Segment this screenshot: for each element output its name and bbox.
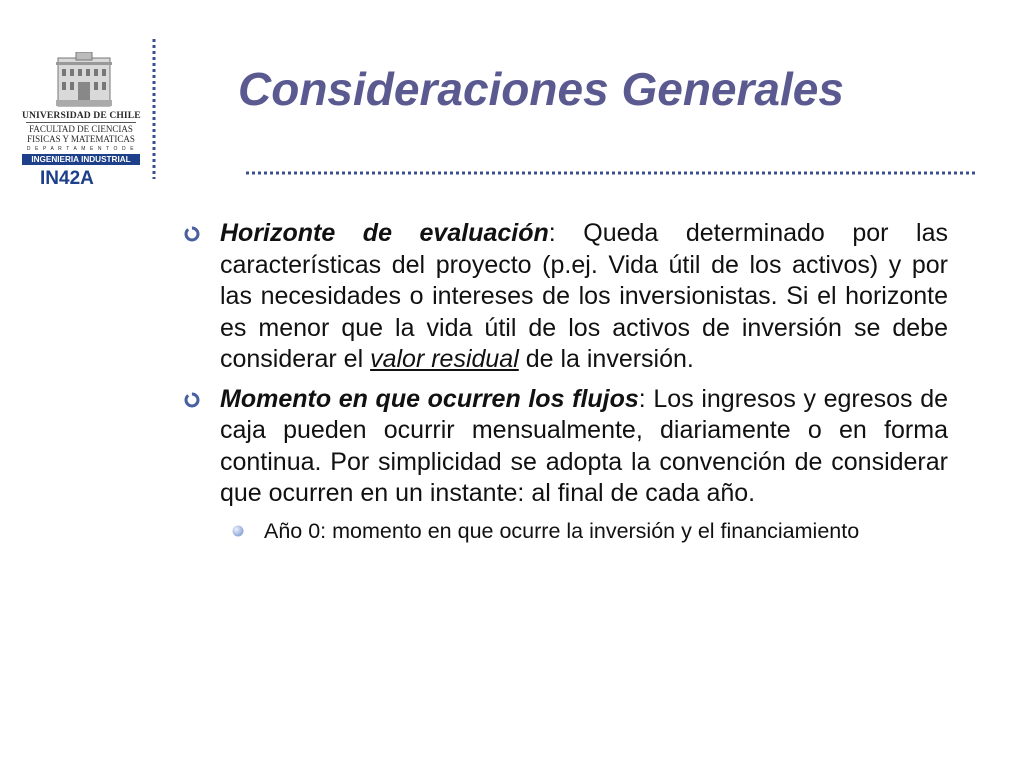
university-building-icon — [54, 52, 114, 108]
logo-department-label: D E P A R T A M E N T O D E — [26, 146, 136, 152]
logo-university-name: UNIVERSIDAD DE CHILE — [22, 110, 141, 121]
bullet-term: Horizonte de evaluación — [220, 219, 549, 247]
bullet-text-end: de la inversión. — [518, 345, 694, 373]
logo-faculty-line2: FISICAS Y MATEMATICAS — [27, 134, 135, 144]
slide-content — [182, 218, 948, 545]
bullet-horizonte — [182, 218, 948, 376]
bullet-separator: : — [638, 384, 646, 413]
sub-bullet-text: Año 0: momento en que ocurre la inversión y el financiamiento — [264, 518, 860, 543]
course-code: IN42A — [40, 168, 94, 189]
bullet-term: Momento en que ocurren los flujos — [220, 384, 639, 413]
sub-bullet-ano-0 — [232, 518, 948, 545]
bullet-momento-flujos — [182, 384, 948, 510]
logo-divider — [26, 122, 136, 123]
horizontal-dotted-divider — [246, 170, 978, 176]
bullet-separator: : — [548, 219, 556, 247]
ring-bullet-icon — [182, 224, 202, 244]
bullet-text: Queda determinado por las características del proyecto (p.ej. Vida útil de los activos) y por las necesidades o intereses de los inversionistas. Si el horizonte es menor que la vida útil de los activos de inversión se debe considerar el — [220, 219, 948, 373]
valor-residual-term: valor residual — [370, 345, 519, 373]
logo-faculty-line1: FACULTAD DE CIENCIAS — [29, 124, 133, 134]
bullet-text: Los ingresos y egresos de caja pueden ocurrir mensualmente, diariamente o en forma continua. Por simplicidad se adopta la convención de considerar que ocurren en un instante: al final de cada año. — [220, 384, 949, 507]
slide-title: Consideraciones Generales — [238, 63, 844, 115]
sphere-bullet-icon — [232, 525, 244, 537]
logo-department-band: INGENIERIA INDUSTRIAL — [22, 154, 140, 165]
vertical-dotted-divider — [151, 38, 157, 180]
ring-bullet-icon — [182, 390, 202, 410]
